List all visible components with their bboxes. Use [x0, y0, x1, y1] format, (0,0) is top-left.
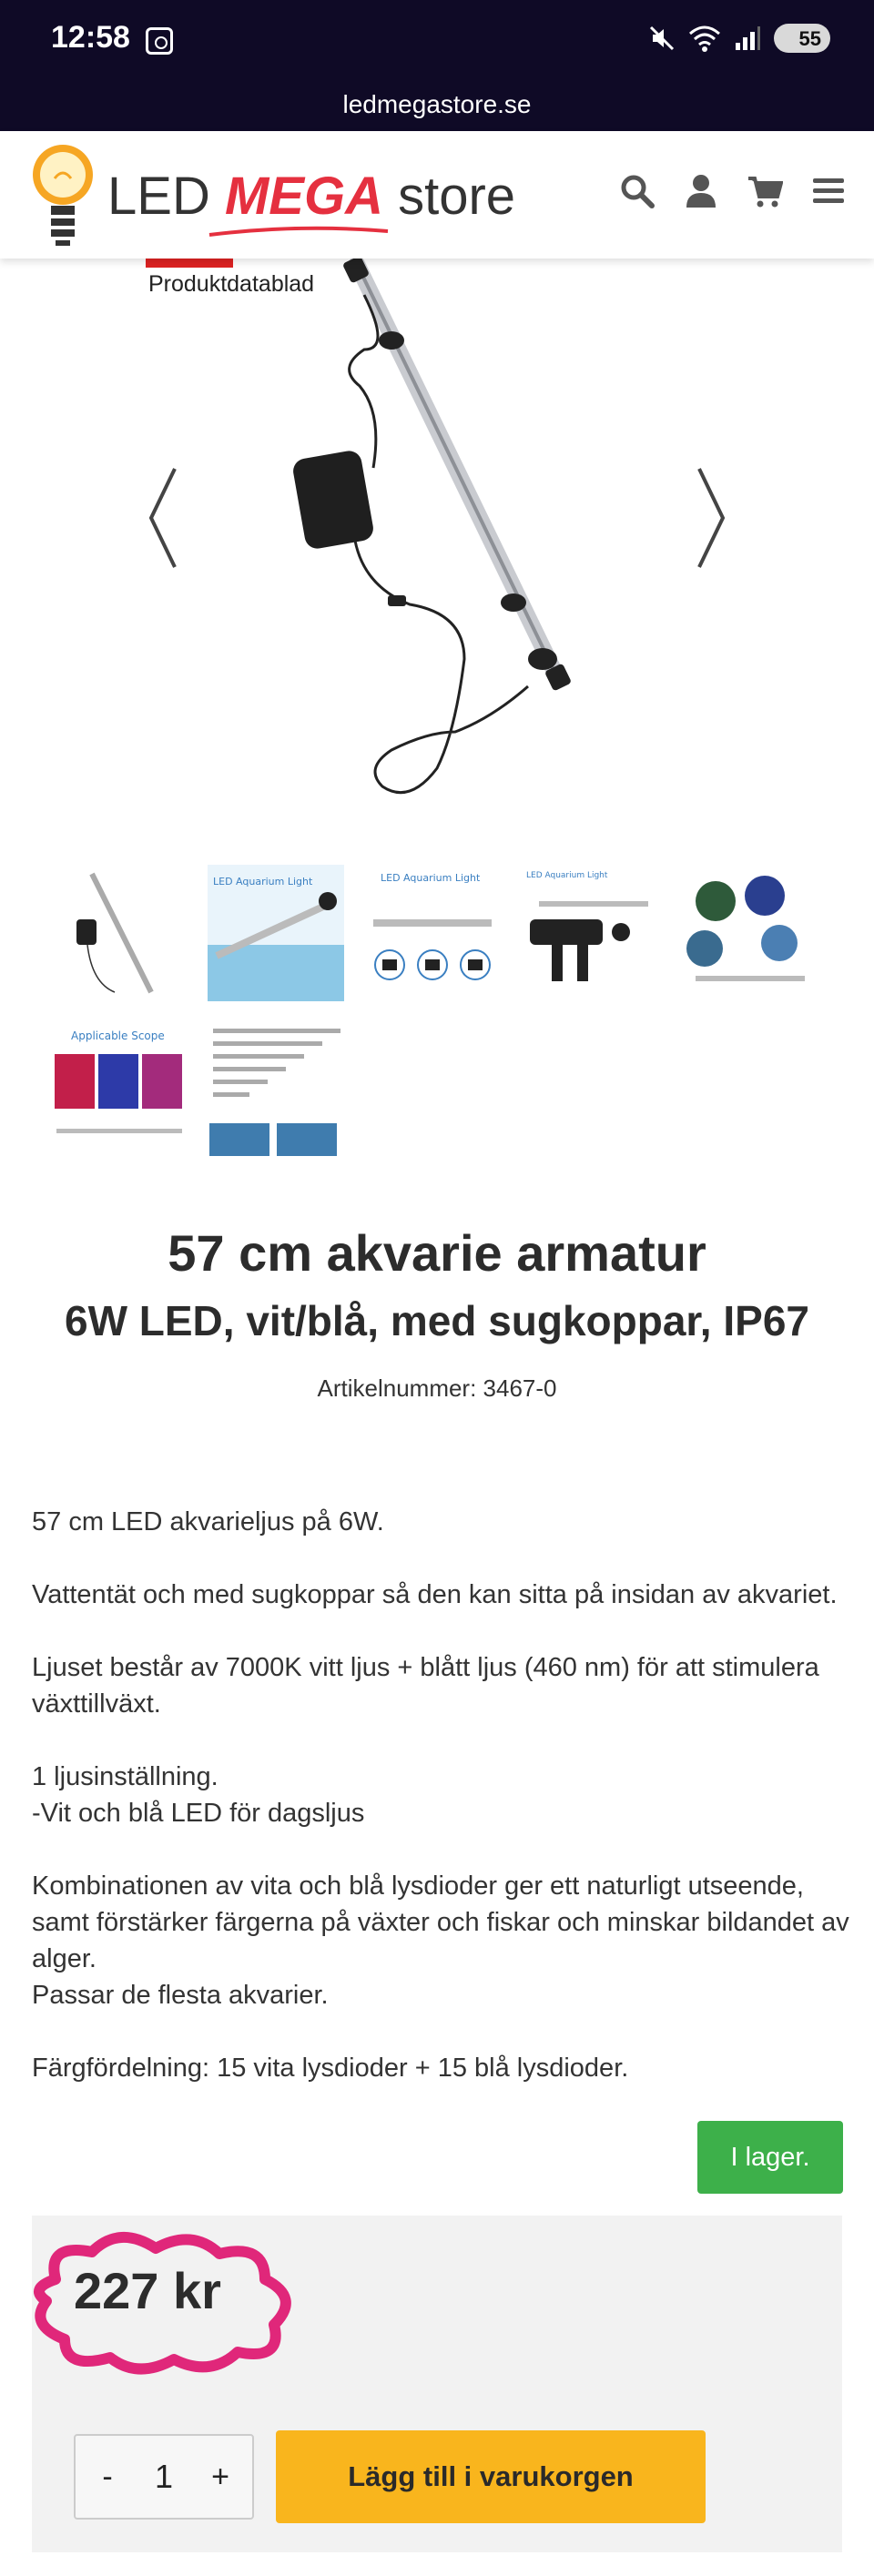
product-main-image[interactable] — [273, 259, 619, 805]
logo-mega: MEGA — [224, 167, 383, 226]
price: 227 kr — [74, 2262, 221, 2319]
thumbnail-2-image — [208, 865, 344, 1001]
quantity-increase-button[interactable]: + — [211, 2459, 229, 2494]
thumbnail-7-image — [208, 1021, 344, 1158]
description-paragraph: Ljuset består av 7000K vitt ljus + blått ljus (460 nm) för att stimulera växttillväxt. — [32, 1653, 819, 1719]
article-number: Artikelnummer: 3467-0 — [317, 1374, 557, 1402]
signal-icon — [734, 25, 761, 52]
logo-led: LED — [107, 167, 210, 226]
status-bar — [0, 0, 874, 80]
thumbnail-4-caption: LED Aquarium Light — [526, 871, 608, 880]
prev-image-arrow-icon[interactable] — [144, 463, 180, 573]
thumbnail-5-image — [677, 865, 814, 1001]
url-bar[interactable]: ledmegastore.se — [0, 80, 874, 131]
site-header — [0, 131, 874, 259]
description-paragraph: 1 ljusinställning. — [32, 1762, 218, 1791]
logo-store: store — [398, 167, 516, 226]
menu-icon[interactable] — [810, 173, 847, 209]
purchase-box — [32, 2216, 842, 2552]
status-time: 12:58 — [51, 20, 130, 55]
bulb-logo-icon[interactable] — [31, 142, 95, 248]
description-paragraph: -Vit och blå LED för dagsljus — [32, 1799, 365, 1828]
description-paragraph: Passar de flesta akvarier. — [32, 1981, 329, 2010]
thumbnail-2[interactable] — [208, 865, 344, 1001]
description-paragraph: Kombinationen av vita och blå lysdioder ger ett naturligt utseende, samt förstärker färgerna på växter och fiskar och minskar bildandet av alger. — [32, 1871, 849, 1973]
product-gallery — [0, 259, 874, 841]
product-description — [32, 1504, 851, 2086]
thumbnail-3[interactable] — [364, 865, 501, 1001]
wifi-icon — [688, 25, 721, 52]
quantity-input[interactable]: 1 — [154, 2458, 174, 2495]
next-image-arrow-icon[interactable] — [694, 463, 730, 573]
thumbnail-6-image — [51, 1021, 188, 1158]
datasheet-tab — [146, 259, 233, 268]
thumbnail-7[interactable] — [208, 1021, 344, 1158]
thumbnail-4-image — [521, 865, 657, 1001]
thumbnail-4[interactable] — [521, 865, 657, 1001]
add-to-cart-button[interactable]: Lägg till i varukorgen — [276, 2430, 706, 2523]
datasheet-link[interactable]: Produktdatablad — [148, 271, 315, 297]
battery-icon: 55 — [774, 24, 830, 53]
thumbnail-1-image — [51, 865, 188, 1001]
quantity-stepper — [74, 2434, 254, 2520]
description-paragraph: Vattentät och med sugkoppar så den kan sitta på insidan av akvariet. — [32, 1580, 838, 1609]
header-icons — [619, 173, 847, 209]
thumbnail-2-caption: LED Aquarium Light — [213, 876, 313, 887]
product-subtitle: 6W LED, vit/blå, med sugkoppar, IP67 — [65, 1297, 809, 1344]
product-title: 57 cm akvarie armatur — [168, 1224, 706, 1282]
logo-swoosh — [208, 226, 390, 238]
mute-icon — [648, 25, 676, 52]
thumbnail-3-caption: LED Aquarium Light — [381, 872, 481, 884]
user-icon[interactable] — [683, 173, 719, 209]
thumbnail-6-caption: Applicable Scope — [71, 1029, 165, 1042]
thumbnail-5[interactable] — [677, 865, 814, 1001]
stock-status-badge: I lager. — [697, 2121, 843, 2194]
logo-text[interactable] — [107, 166, 515, 227]
quantity-decrease-button[interactable]: - — [102, 2459, 113, 2494]
thumbnail-1[interactable] — [51, 865, 188, 1001]
cart-icon[interactable] — [747, 173, 783, 209]
status-icons — [648, 24, 830, 53]
description-paragraph: Färgfördelning: 15 vita lysdioder + 15 blå lysdioder. — [32, 2054, 629, 2083]
thumbnail-6[interactable] — [51, 1021, 188, 1158]
search-icon[interactable] — [619, 173, 656, 209]
thumbnail-3-image — [364, 865, 501, 1001]
description-paragraph: 57 cm LED akvarieljus på 6W. — [32, 1507, 384, 1536]
screen-record-icon — [146, 27, 173, 55]
